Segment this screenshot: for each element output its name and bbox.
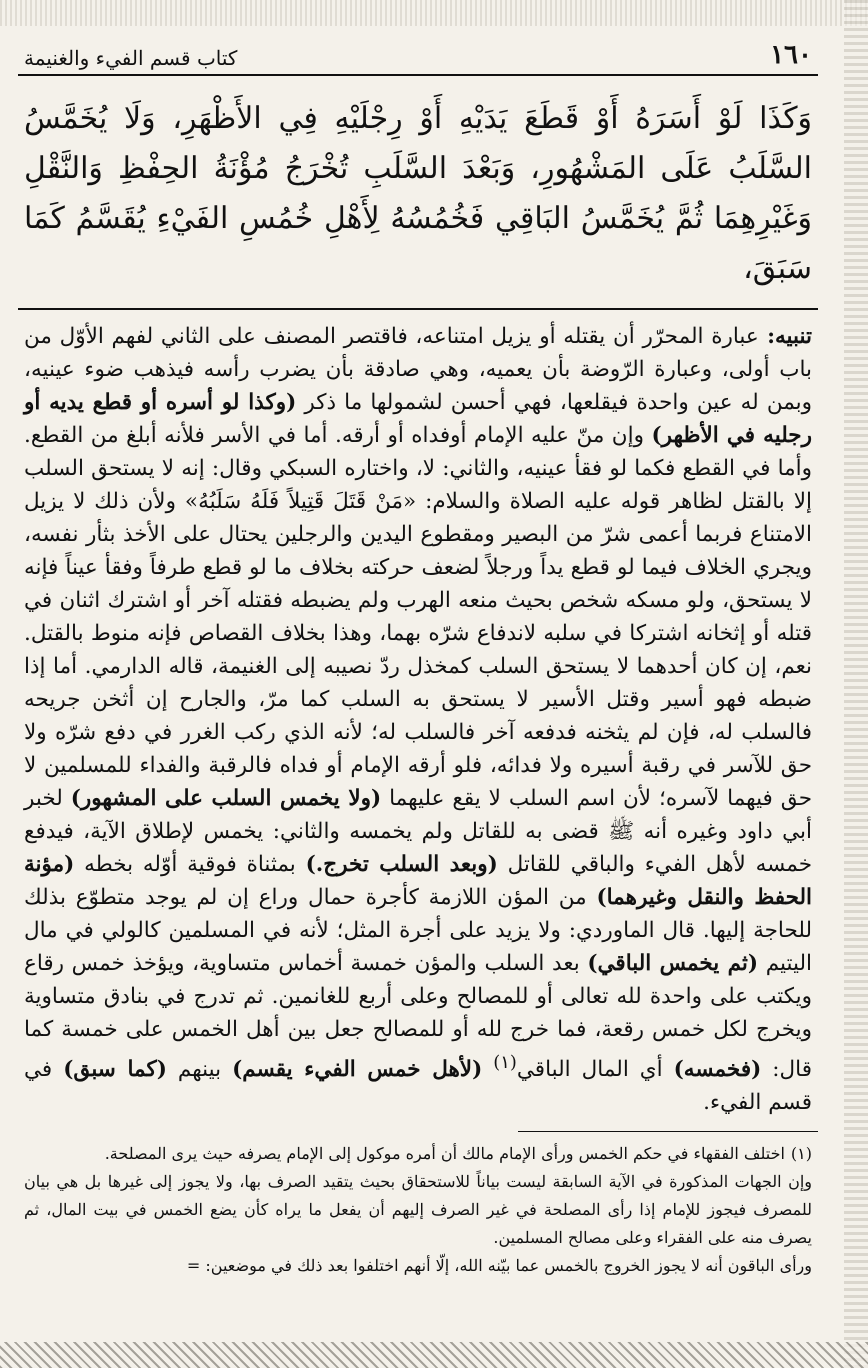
main-text: وَكَذَا لَوْ أَسَرَهُ أَوْ قَطَعَ يَدَيْهِ أَوْ رِجْلَيْهِ فِي الأَظْهَرِ، وَلَا يُخَمَّسُ السَّلَبُ عَلَى المَشْهُورِ، وَبَعْدَ السَّلَبِ تُخْرَجُ مُؤْنَةُ الحِفْظِ وَالنَّقْلِ وَغَيْرِهِمَا ثُمَّ يُخَمَّسُ البَاقِي فَخُمُسُهُ لِأَهْلِ خُمُسِ الفَيْءِ يُقَسَّمُ كَمَا سَبَقَ، bbox=[24, 101, 812, 286]
running-title: كتاب قسم الفيء والغنيمة bbox=[24, 46, 238, 70]
text-separator bbox=[18, 308, 818, 310]
footnote-rule bbox=[518, 1131, 818, 1132]
commentary-run: عبارة المحرّر أن يقتله أو يزيل امتناعه، فاقتصر المصنف على الثاني لفهم الأوّل من باب أولى، وعبارة الرّوضة بأن يعميه، وهي صادقة بأن يضرب رأسه فيذهب ضوء عينيه، وبمن له عين واحدة فيقلعها، فهي أحسن لشمولها ما ذكر bbox=[24, 324, 812, 415]
commentary-run: وإن منّ عليه الإمام أوفداه أو أرقه. أما في الأسر فلأنه أبلغ من القطع. وأما في القطع فكما لو فقأ عينيه، والثاني: لا، واختاره السبكي وقال: إنه لا يستحق السلب إلا بالقتل لظاهر قوله عليه الصلاة والسلام: «مَنْ قَتَلَ قَتِيلاً فَلَهُ سَلَبُهُ» ولأن ذلك لا يزيل الامتناع فربما أعمى شرّ من البصير ومقطوع اليدين والرجلين يحتال على الأخذ بثأر نفسه، ويجري الخلاف فيما لو قطع يداً ورجلاً لضعف حركته بخلاف ما لو قطع طرفاً وفقأ عيناً فإنه لا يستحق، ولو مسكه شخص بحيث منعه الهرب ولم يضبطه فقتله آخر أو اشترك اثنان في قتله أو إثخانه اشتركا في سلبه لاندفاع شرّه بهما، وهذا بخلاف القصاص فإنه منوط بالقتل. نعم، إن كان أحدهما لا يستحق السلب كمخذل ردّ نصيبه إلى الغنيمة، قاله الدارمي. أما إذا ضبطه فهو أسير وقتل الأسير لا يستحق به السلب كما مرّ، والجارح إن أثخن جريحه فالسلب له، فإن لم يثخنه فدفعه آخر فالسلب له؛ لأنه الذي ركب الغرر في دفع شرّه ولا حق للآسر في رقبة أسيره ولا فدائه، فلو أرقه الإمام أو فداه فالرقبة والفداء للمسلمين لا حق فيهما لآسره؛ لأن اسم السلب لا يقع عليهما bbox=[24, 423, 812, 811]
footnote-number: (١) bbox=[790, 1144, 812, 1164]
commentary-bold-run: (مؤنة الحفظ والنقل وغيرهما) bbox=[24, 852, 813, 910]
commentary-bold-run: (فخمسه) bbox=[673, 1057, 762, 1083]
commentary-paragraph bbox=[24, 320, 812, 1119]
commentary-run: لخبر أبي داود وغيره أنه ﷺ قضى به للقاتل ولم يخمسه والثاني: يخمس لإطلاق الآية، فيدفع خمسه لأهل الفيء والباقي للقاتل bbox=[24, 786, 812, 877]
commentary-run: أي المال الباقي bbox=[516, 1057, 674, 1083]
commentary-bold-run: (وبعد السلب تخرج.) bbox=[305, 852, 498, 877]
footnote-marker: (١) bbox=[493, 1052, 517, 1073]
commentary-run: من المؤن اللازمة كأجرة حمال وراع إن لم يوجد متطوّع بذلك للحاجة إليها. قال الماوردي: ولا يزيد على أجرة المثل؛ لأنه في المسلمين كالولي في مال اليتيم bbox=[24, 885, 812, 976]
footnote-text-1: اختلف الفقهاء في حكم الخمس ورأى الإمام مالك أن أمره موكول إلى الإمام يصرفه حيث يرى المصلحة. bbox=[104, 1144, 785, 1164]
commentary-block bbox=[18, 320, 818, 1119]
book-page bbox=[18, 30, 818, 1280]
footnote-line-3: ورأى الباقون أنه لا يجوز الخروج بالخمس عما بيّنه الله، إلّا أنهم اختلفوا بعد ذلك في موضعين: = bbox=[186, 1256, 812, 1276]
page-header bbox=[18, 30, 818, 76]
commentary-bold-run: (ثم يخمس الباقي) bbox=[587, 951, 759, 976]
commentary-run: بمثناة فوقية أوّله بخطه bbox=[74, 852, 306, 877]
page-number: ١٦٠ bbox=[770, 40, 812, 70]
commentary-run bbox=[482, 1057, 493, 1082]
footnote-line-1 bbox=[24, 1140, 812, 1168]
commentary-bold-run: (كما سبق) bbox=[63, 1057, 167, 1083]
footnote-line-2: وإن الجهات المذكورة في الآية السابقة ليست بياناً للاستحقاق بحيث يتقيد الصرف بها، ولا يجوز إلى غيرها بل هي بيان للمصرف فيجوز للإمام إذا رأى المصلحة في غير الصرف إليهم أن يفعل ما يراه كأن يضع الخمس في بيت المال، ثم يصرف منه على الفقراء وعلى مصالح المسلمين. bbox=[24, 1172, 812, 1248]
decorative-bottom-border bbox=[0, 1342, 868, 1368]
footnote-block bbox=[18, 1140, 818, 1280]
commentary-bold-run: تنبيه: bbox=[758, 324, 812, 349]
commentary-bold-run: (ولا يخمس السلب على المشهور) bbox=[70, 786, 382, 811]
main-text-block bbox=[18, 94, 818, 294]
commentary-run: في قسم الفيء. bbox=[24, 1057, 812, 1116]
commentary-bold-run: (لأهل خمس الفيء يقسم) bbox=[232, 1057, 483, 1083]
commentary-bold-run: (وكذا لو أسره أو قطع يديه أو رجليه في الأظهر) bbox=[24, 390, 812, 448]
scan-top-edge bbox=[0, 0, 868, 26]
commentary-run: بينهم bbox=[166, 1057, 233, 1083]
commentary-run: بعد السلب والمؤن خمسة أخماس متساوية، ويؤخذ خمس رقاع ويكتب على واحدة لله تعالى أو للمصالح وعلى أربع للغانمين. ثم تدرج في بنادق متساوية ويخرج لكل خمس رقعة، فما خرج لله أو للمصالح جعل بين أهل الخمس على خمسة كما قال: bbox=[24, 951, 812, 1083]
scan-right-edge bbox=[844, 0, 868, 1368]
